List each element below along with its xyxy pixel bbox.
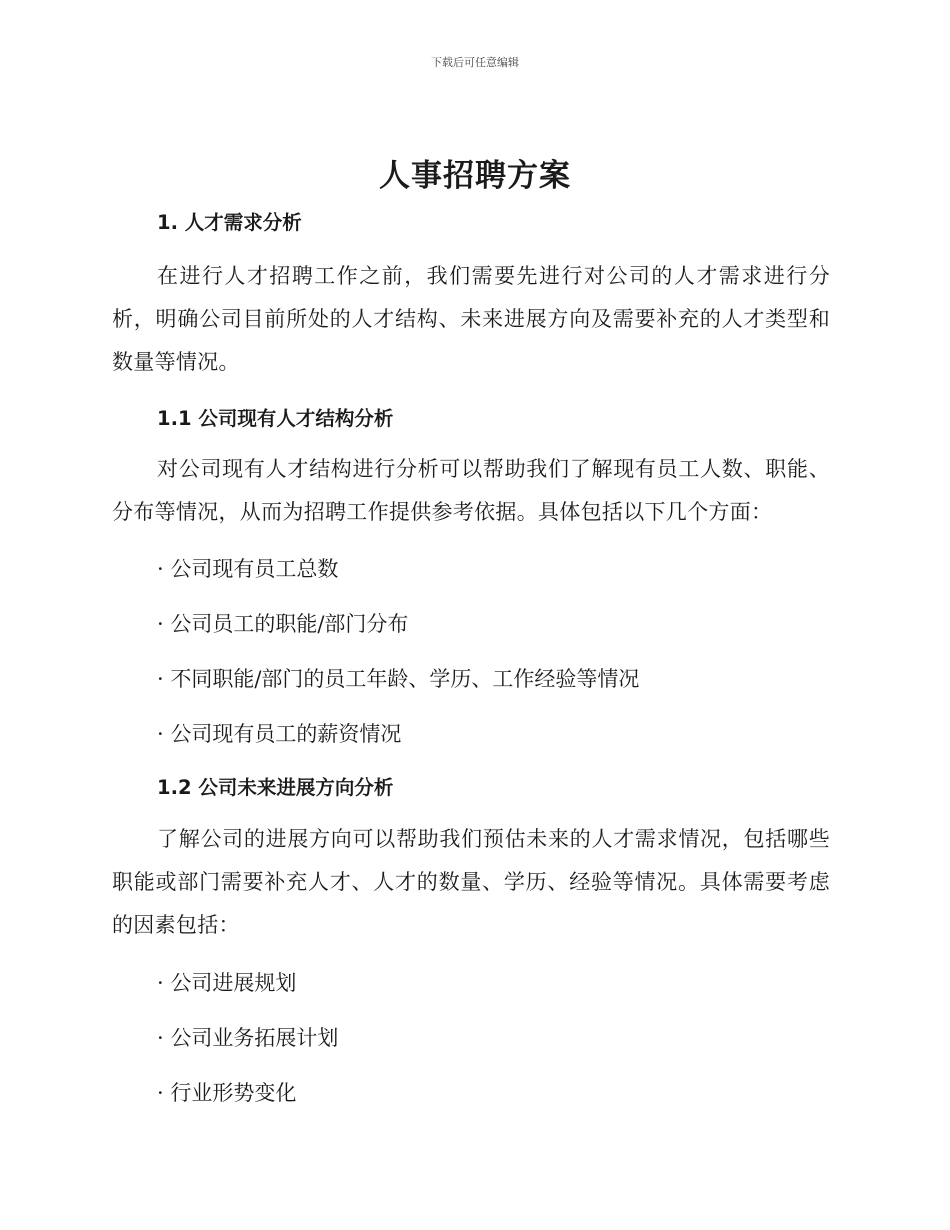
list-item: · 不同职能/部门的员工年龄、学历、工作经验等情况	[157, 667, 640, 691]
section-paragraph-1-1: 对公司现有人才结构进行分析可以帮助我们了解现有员工人数、职能、分布等情况，从而为招聘工作提供参考依据。具体包括以下几个方面：	[112, 457, 830, 524]
list-item: · 公司进展规划	[157, 971, 297, 995]
list-item: · 公司现有员工的薪资情况	[157, 722, 402, 746]
header-note: 下载后可任意编辑	[431, 56, 519, 69]
list-item: · 公司员工的职能/部门分布	[157, 612, 409, 636]
section-heading-1: 1. 人才需求分析	[157, 211, 302, 234]
section-heading-1-1: 1.1 公司现有人才结构分析	[157, 407, 394, 430]
list-item: · 公司现有员工总数	[157, 557, 339, 581]
section-heading-1-2: 1.2 公司未来进展方向分析	[157, 776, 394, 799]
list-item: · 行业形势变化	[157, 1081, 297, 1105]
section-paragraph-1-2: 了解公司的进展方向可以帮助我们预估未来的人才需求情况，包括哪些职能或部门需要补充人才、人才的数量、学历、经验等情况。具体需要考虑的因素包括：	[112, 827, 830, 937]
list-item: · 公司业务拓展计划	[157, 1026, 339, 1050]
section-paragraph-1: 在进行人才招聘工作之前，我们需要先进行对公司的人才需求进行分析，明确公司目前所处的人才结构、未来进展方向及需要补充的人才类型和数量等情况。	[112, 264, 830, 374]
document-title: 人事招聘方案	[379, 158, 571, 194]
